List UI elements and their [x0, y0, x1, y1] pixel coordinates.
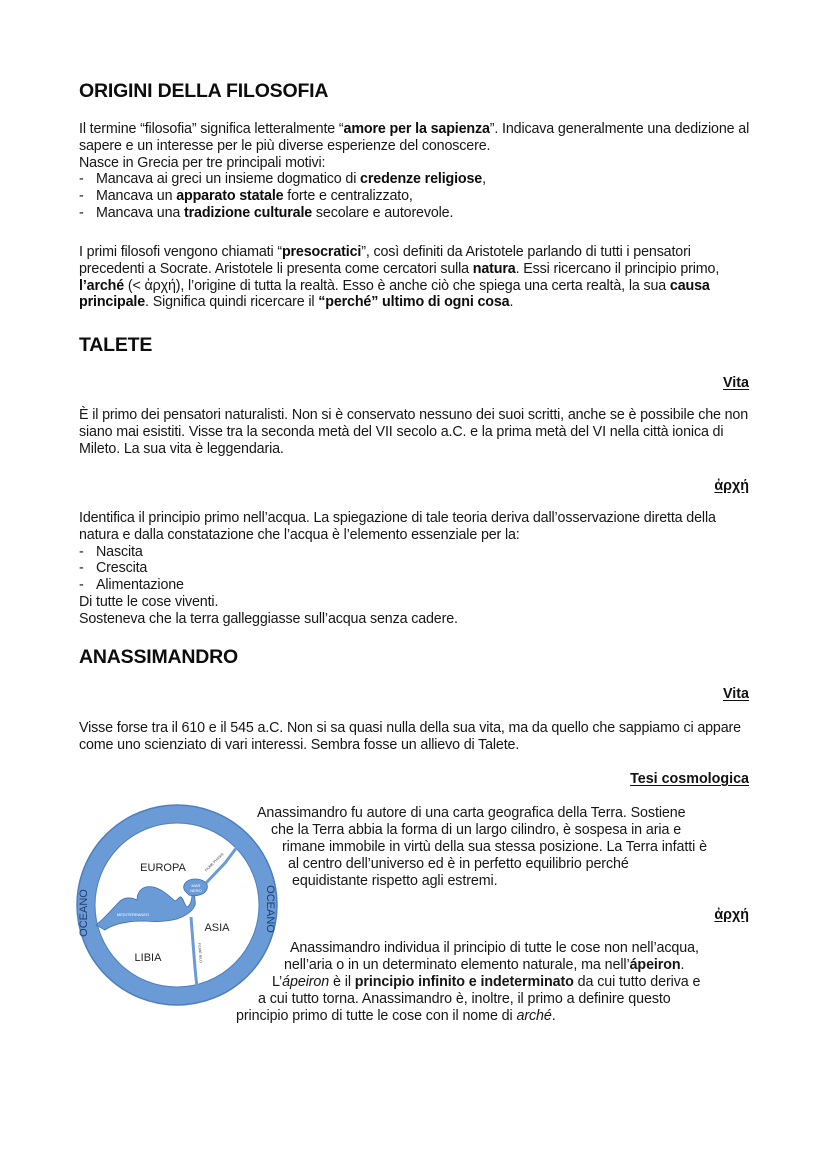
list-item: - Mancava ai greci un insieme dogmatico di credenze religiose,: [79, 171, 486, 188]
intro-text: Il termine “filosofia” significa letteralmente “amore per la sapienza”. Indicava generalmente una dedizione al sapere e un interesse per le più diverse esperienze del conoscere.: [79, 121, 750, 154]
list-item: - Mancava un apparato statale forte e centralizzato,: [79, 188, 413, 205]
subheading-tesi-cosmologica: Tesi cosmologica: [630, 771, 749, 787]
tesi-line: che la Terra abbia la forma di un largo cilindro, è sospesa in aria e: [271, 822, 682, 838]
subheading-anassimandro-arche: ἀρχή: [714, 907, 749, 923]
tesi-line: al centro dell’universo ed è in perfetto equilibrio perché: [288, 856, 629, 872]
paragraph-anassimandro-vita: Visse forse tra il 610 e il 545 a.C. Non si sa quasi nulla della sua vita, ma da quello che sappiamo ci appare come uno scienziato di vari interessi. Sembra fosse un allievo di Talete.: [79, 720, 741, 753]
anaximander-world-map: [75, 803, 279, 1007]
paragraph-presocratici: I primi filosofi vengono chiamati “presocratici”, così definiti da Aristotele parlando di tutti i pensatori precedenti a Socrate. Aristotele li presenta come cercatori sulla natura. Essi ricercano il principio primo, l’arché (< ἀρχή), l’origine di tutta la realtà. Esso è anche ciò che spiega una certa realtà, la sua causa principale. Significa quindi ricercare il “perché” ultimo di ogni cosa.: [79, 244, 720, 311]
list-item: - Crescita: [79, 560, 148, 577]
heading-origini: ORIGINI DELLA FILOSOFIA: [79, 80, 329, 102]
tesi-line: equidistante rispetto agli estremi.: [292, 873, 498, 889]
heading-talete: TALETE: [79, 334, 153, 356]
label-mar-nero-1: MAR: [191, 883, 201, 888]
label-mar-nero-2: NERO: [190, 888, 202, 893]
label-mediterraneo: MEDITERRANEO: [116, 912, 150, 917]
paragraph-talete-vita: È il primo dei pensatori naturalisti. Non si è conservato nessuno dei suoi scritti, anche se è possibile che non siano mai esistiti. Visse tra la seconda metà del VII secolo a.C. e la prima metà del VI nella città ionica di Mileto. La sua vita è leggendaria.: [79, 407, 749, 457]
label-oceano-right: OCEANO: [264, 885, 276, 933]
subheading-talete-arche: ἀρχή: [714, 478, 749, 494]
subheading-anassimandro-vita: Vita: [723, 686, 749, 702]
talete-arche-after: Di tutte le cose viventi.: [79, 593, 219, 610]
arche-line: Anassimandro individua il principio di tutte le cose non nell’acqua,: [290, 940, 699, 956]
arche-line: nell’aria o in un determinato elemento naturale, ma nell’ápeiron.: [284, 957, 685, 973]
list-item: - Alimentazione: [79, 577, 184, 594]
label-europa: EUROPA: [140, 862, 186, 874]
tesi-line: Anassimandro fu autore di una carta geografica della Terra. Sostiene: [257, 805, 686, 821]
tesi-line: rimane immobile in virtù della sua stessa posizione. La Terra infatti è: [282, 839, 707, 855]
list-item: - Mancava una tradizione culturale secolare e autorevole.: [79, 204, 454, 221]
paragraph-origini-intro: [79, 121, 759, 222]
paragraph-talete-arche: [79, 510, 759, 628]
label-fiume-nilo: FIUME NILO: [197, 942, 203, 964]
label-fiume-phasis: FIUME PHASIS: [204, 852, 225, 873]
apeiron-term: ápeiron: [629, 957, 681, 973]
subheading-talete-vita: Vita: [723, 375, 749, 391]
talete-arche-end: Sosteneva che la terra galleggiasse sull’acqua senza cadere.: [79, 610, 458, 627]
list-item: - Nascita: [79, 543, 143, 560]
arche-line: a cui tutto torna. Anassimandro è, inoltre, il primo a definire questo: [258, 991, 671, 1007]
motivi-intro: Nasce in Grecia per tre principali motivi:: [79, 154, 326, 171]
arche-line: principio primo di tutte le cose con il nome di arché.: [236, 1008, 556, 1024]
label-asia: ASIA: [204, 922, 230, 934]
label-libia: LIBIA: [134, 952, 162, 964]
label-oceano-left: OCEANO: [78, 889, 90, 937]
arche-line: L’ápeiron è il principio infinito e indeterminato da cui tutto deriva e: [272, 974, 701, 990]
motivi-list: [79, 171, 759, 221]
talete-arche-text: Identifica il principio primo nell’acqua. La spiegazione di tale teoria deriva dall’osservazione diretta della natura e dalla constatazione che l’acqua è l’elemento essenziale per la:: [79, 510, 716, 543]
heading-anassimandro: ANASSIMANDRO: [79, 646, 239, 668]
